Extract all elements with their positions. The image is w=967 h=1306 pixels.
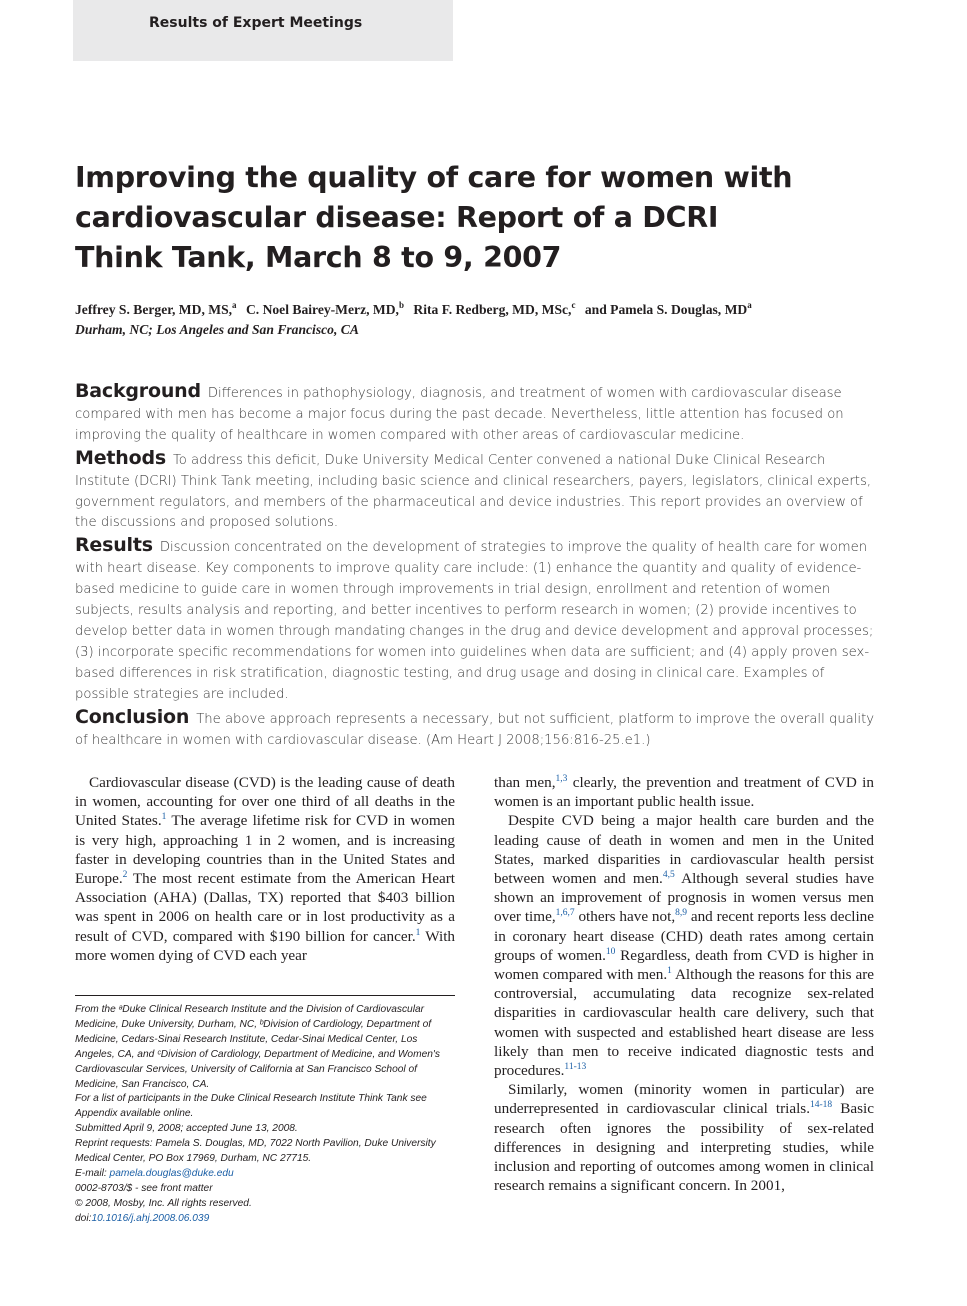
- author-locations: Durham, NC; Los Angeles and San Francisco, CA: [75, 322, 359, 337]
- email-label: E-mail:: [75, 1167, 110, 1179]
- section-header-tab: [73, 0, 453, 61]
- citation-link[interactable]: 4,5: [662, 870, 675, 881]
- footnote-submitted: Submitted April 9, 2008; accepted June 13, 2008.: [75, 1123, 298, 1135]
- body-text: Although the reasons for this are controversial, accumulating data recognize sex-related disparities in cardiovascular health care delivery, such that women with suspected and established heart disease are less likely than men to receive indicated diagnostic tests and procedures.: [494, 966, 874, 1080]
- footnote-doi: [75, 1212, 455, 1227]
- conclusion-heading: Conclusion: [75, 705, 190, 728]
- author-redberg-affil: c: [571, 300, 576, 310]
- body-text: With more women dying of CVD each year: [75, 927, 456, 964]
- body-paragraph: [494, 1080, 874, 1195]
- body-paragraph: [75, 773, 455, 965]
- body-text: than men,: [494, 774, 556, 791]
- abstract-methods: [75, 448, 875, 535]
- doi-label: doi:: [75, 1212, 92, 1224]
- results-text: Discussion concentrated on the development of strategies to improve the quality of health care for women with heart disease. Key components to improve quality care include: (1) enhance the quantity and quality of evidence-based medicine to guide care in women through improvements in trial design, enrollment and retention of women subjects, results analysis and reporting, and better incentives to perform research in women; (2) provide incentives to develop better data in women through mandating changes in the drug and device development and approval processes; (3) incorporate specific recommendations for women into guidelines when data are sufficient; and (4) apply proven sex-based differences in risk stratification, diagnostic testing, and drug usage and dosing in clinical care. Examples of possible strategies are included.: [75, 540, 874, 702]
- section-label: Results of Expert Meetings: [149, 15, 363, 31]
- citation-link[interactable]: 1: [667, 966, 672, 977]
- title-line-2: cardiovascular disease: Report of a DCRI: [75, 201, 719, 234]
- citation-link[interactable]: 2: [122, 870, 128, 881]
- body-text: Despite CVD being a major health care burden and the leading cause of death in women and men in the United States, marked disparities in cardiovascular health persist between women and men.: [494, 812, 874, 888]
- footnote-email: [75, 1167, 455, 1182]
- body-text: Basic research often ignores the possibility of sex-related differences in designing and interpreting studies, while inclusion and reporting of outcomes among women in clinical research remains a significant concern. In 2001,: [494, 1100, 874, 1195]
- citation-link[interactable]: 1,3: [555, 774, 568, 784]
- author-berger: Jeffrey S. Berger, MD, MS,: [75, 302, 233, 317]
- body-text: Regardless, death from CVD is higher in women compared with men.: [494, 946, 874, 984]
- title-line-1: Improving the quality of care for women with: [75, 161, 793, 194]
- body-text: The average lifetime risk for CVD in women is very high, approaching 1 in 2 women, and is increasing faster in developing countries than in the United States and Europe.: [75, 812, 455, 888]
- article-title: [75, 158, 835, 278]
- footnote-copyright: © 2008, Mosby, Inc. All rights reserved.: [75, 1197, 252, 1209]
- citation-link[interactable]: 10: [605, 946, 616, 957]
- footnote-affiliations: From the ᵃDuke Clinical Research Institute and the Division of Cardiovascular Medicine, Duke University, Durham, NC, ᵇDivision of Cardiology, Department of Medicine, Cedars-Sinai Research Institute, Cedar-Sinai Medical Center, Los Angeles, CA, and ᶜDivision of Cardiology, Department of Medicine, and Women's Cardiovascular Services, University of California at San Francisco School of Medicine, San Francisco, CA.: [75, 1004, 440, 1090]
- footnote-issn: 0002-8703/$ - see front matter: [75, 1182, 213, 1194]
- author-douglas: and Pamela S. Douglas, MD: [584, 302, 748, 317]
- methods-heading: Methods: [75, 446, 166, 469]
- abstract-results: [75, 535, 875, 705]
- author-berger-affil: a: [232, 300, 237, 310]
- citation-link[interactable]: 1,6,7: [555, 908, 575, 919]
- body-text: Similarly, women (minority women in particular) are underrepresented in cardiovascular clinical trials.: [494, 1081, 874, 1118]
- footnote-divider: [75, 995, 455, 996]
- methods-text: To address this deficit, Duke University Medical Center convened a national Duke Clinical Research Institute (DCRI) Think Tank meeting, including basic science and clinical researchers, payers, legislators, clinical experts, government regulators, and members of the pharmaceutical and device industries. This report provides an overview of the discussions and proposed solutions.: [75, 452, 872, 531]
- body-text: Cardiovascular disease (CVD) is the leading cause of death in women, accounting for over one third of all deaths in the United States.: [75, 774, 455, 830]
- abstract-background: [75, 381, 875, 447]
- citation-link[interactable]: 1: [161, 812, 167, 823]
- title-line-3: Think Tank, March 8 to 9, 2007: [75, 241, 562, 274]
- author-bairey-merz: C. Noel Bairey-Merz, MD,: [245, 302, 399, 317]
- author-douglas-affil: a: [747, 300, 752, 310]
- body-paragraph: [494, 811, 874, 1080]
- doi-link[interactable]: 10.1016/j.ahj.2008.06.039: [91, 1212, 210, 1224]
- body-text: others have not,: [574, 908, 676, 926]
- citation-link[interactable]: 14-18: [810, 1100, 833, 1111]
- footnote-reprint: Reprint requests: Pamela S. Douglas, MD, 7022 North Pavilion, Duke University Medical Center, PO Box 17969, Durham, NC 27715.: [75, 1138, 436, 1165]
- abstract-conclusion: [75, 707, 875, 752]
- results-heading: Results: [75, 534, 153, 557]
- abstract: [75, 381, 875, 752]
- body-text: Although several studies have shown an improvement of prognosis in women versus men over time,: [494, 870, 874, 926]
- email-link[interactable]: pamela.douglas@duke.edu: [109, 1167, 234, 1179]
- body-column-left: [75, 773, 455, 965]
- citation-link[interactable]: 8,9: [675, 908, 687, 919]
- background-heading: Background: [75, 380, 201, 402]
- body-paragraph: [494, 773, 874, 811]
- author-redberg: Rita F. Redberg, MD, MSc,: [413, 302, 572, 317]
- body-text: and recent reports less decline in coronary heart disease (CHD) death rates among certain groups of women.: [494, 908, 875, 964]
- footnote-participants: For a list of participants in the Duke Clinical Research Institute Think Tank see Appendix available online.: [75, 1093, 427, 1120]
- body-text: clearly, the prevention and treatment of CVD in women is an important public health issue.: [494, 774, 874, 811]
- conclusion-text: The above approach represents a necessary, but not sufficient, platform to improve the overall quality of healthcare in women with cardiovascular disease. (Am Heart J 2008;156:816-25.e1.): [75, 711, 875, 748]
- author-bairey-merz-affil: b: [398, 300, 404, 310]
- author-list: [75, 300, 895, 340]
- body-column-right: [494, 773, 874, 1195]
- citation-link[interactable]: 1: [415, 927, 421, 938]
- footnotes: [75, 1003, 455, 1227]
- body-text: The most recent estimate from the American Heart Association (AHA) (Dallas, TX) reported that $403 billion was spent in 2006 on health care or in lost productivity as a result of CVD, compared with $190 billion for cancer.: [75, 870, 455, 945]
- background-text: Differences in pathophysiology, diagnosis, and treatment of women with cardiovascular disease compared with men has become a major focus during the past decade. Nevertheless, little attention has focused on improving the quality of healthcare in women compared with other areas of cardiovascular medicine.: [75, 386, 844, 443]
- citation-link[interactable]: 11-13: [564, 1062, 587, 1073]
